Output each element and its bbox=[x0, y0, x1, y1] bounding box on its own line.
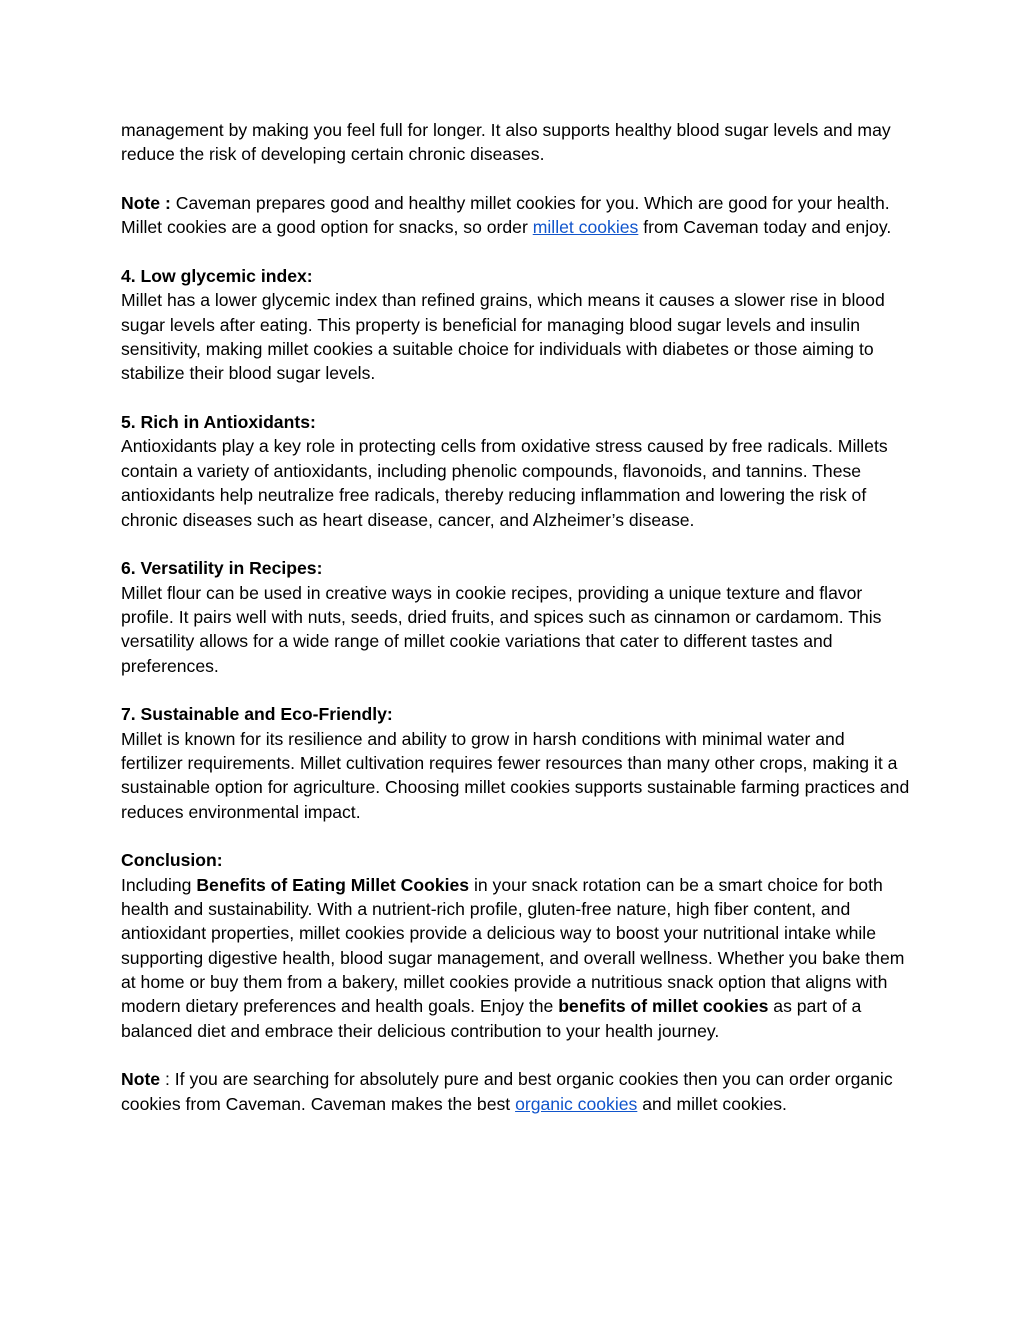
section-body: Antioxidants play a key role in protecting cells from oxidative stress caused by free radicals. Millets contain a variety of antioxidants, including phenolic compounds, flavonoids, and tannins. These antioxidants help neutralize free radicals, thereby reducing inflammation and lowering the risk of chronic diseases such as heart disease, cancer, and Alzheimer’s disease. bbox=[121, 436, 888, 530]
section-body: Millet is known for its resilience and ability to grow in harsh conditions with minimal water and fertilizer requirements. Millet cultivation requires fewer resources than many other crops, making it a sustainable option for agriculture. Choosing millet cookies supports sustainable farming practices and reduces environmental impact. bbox=[121, 728, 910, 822]
intro-paragraph bbox=[121, 118, 911, 167]
section-heading: 6. Versatility in Recipes: bbox=[121, 558, 323, 579]
conclusion-section bbox=[121, 848, 911, 1043]
section-heading: 5. Rich in Antioxidants: bbox=[121, 412, 316, 433]
note-text-after: and millet cookies. bbox=[637, 1093, 787, 1114]
intro-text: management by making you feel full for longer. It also supports healthy blood sugar levels and may reduce the risk of developing certain chronic diseases. bbox=[121, 120, 891, 165]
millet-cookies-link[interactable]: millet cookies bbox=[532, 217, 639, 238]
document-page bbox=[121, 118, 911, 1140]
conclusion-text-1: Including bbox=[121, 874, 197, 895]
note-paragraph-2 bbox=[121, 1067, 911, 1116]
section-rich-in-antioxidants bbox=[121, 410, 911, 532]
conclusion-text-2: in your snack rotation can be a smart choice for both health and sustainability. With a nutrient-rich profile, gluten-free nature, high fiber content, and antioxidant properties, millet cookies provide a delicious way to boost your nutritional intake while supporting digestive health, blood sugar management, and overall wellness. Whether you bake them at home or buy them from a bakery, millet cookies provide a nutritious snack option that aligns with modern dietary preferences and health goals. Enjoy the bbox=[121, 874, 905, 1017]
organic-cookies-link[interactable]: organic cookies bbox=[515, 1093, 638, 1114]
note-text-before: Caveman prepares good and healthy millet cookies for you. Which are good for your health. Millet cookies are a good option for snacks, so order bbox=[121, 193, 890, 238]
section-versatility-in-recipes bbox=[121, 556, 911, 678]
section-sustainable-eco-friendly bbox=[121, 702, 911, 824]
note-label: Note bbox=[121, 1069, 161, 1090]
section-body: Millet flour can be used in creative ways in cookie recipes, providing a unique texture and flavor profile. It pairs well with nuts, seeds, dried fruits, and spices such as cinnamon or cardamom. This versatility allows for a wide range of millet cookie variations that cater to different tastes and preferences. bbox=[121, 582, 882, 676]
section-heading: 4. Low glycemic index: bbox=[121, 266, 313, 287]
note-paragraph-1 bbox=[121, 191, 911, 240]
conclusion-heading: Conclusion: bbox=[121, 850, 223, 871]
conclusion-bold-1: Benefits of Eating Millet Cookies bbox=[196, 874, 470, 895]
note-text-before: : If you are searching for absolutely pure and best organic cookies then you can order organic cookies from Caveman. Caveman makes the best bbox=[121, 1069, 893, 1114]
section-heading: 7. Sustainable and Eco-Friendly: bbox=[121, 704, 393, 725]
conclusion-text-3: as part of a balanced diet and embrace their delicious contribution to your health journey. bbox=[121, 996, 862, 1041]
conclusion-bold-2: benefits of millet cookies bbox=[558, 996, 769, 1017]
section-low-glycemic-index bbox=[121, 264, 911, 386]
section-body: Millet has a lower glycemic index than refined grains, which means it causes a slower rise in blood sugar levels after eating. This property is beneficial for managing blood sugar levels and insulin sensitivity, making millet cookies a suitable choice for individuals with diabetes or those aiming to stabilize their blood sugar levels. bbox=[121, 290, 885, 384]
note-label: Note : bbox=[121, 193, 171, 214]
note-text-after: from Caveman today and enjoy. bbox=[638, 217, 892, 238]
